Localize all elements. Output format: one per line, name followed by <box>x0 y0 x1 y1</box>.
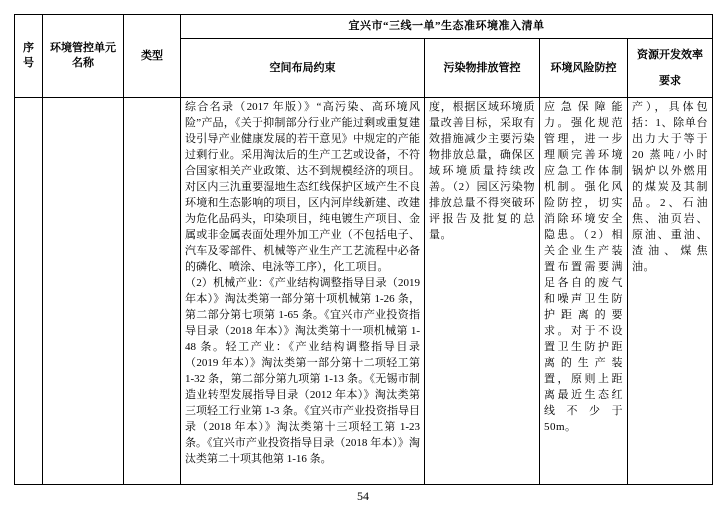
column-header-pollutant-control: 污染物排放管控 <box>425 39 540 98</box>
page-number: 54 <box>357 489 369 503</box>
column-header-serial: 序号 <box>15 15 43 98</box>
cell-unit-name <box>43 98 124 485</box>
table-row <box>15 98 713 485</box>
header-row-merged <box>15 15 713 39</box>
spatial-paragraph-1: 综合名录（2017 年版）》“高污染、高环境风险”产品，《关于抑制部分行业产能过剩或重复建设引导产业健康发展的若干意见》中规定的产能过剩行业。采用淘汰后的生产工艺或设备，不符合国家相关产业政策、达不到规模经济的项目。对区内三氿重要湿地生态红线保护区域产生不良环境和生态影响的项目，区内河岸线新建、改建为危化品码头，印染项目，纯电镀生产项目、金属或非金属表面处理外加工产业（不包括电子、汽车及零部件、机械等产业生产工艺流程中必备的磷化、喷涂、电泳等工序），化工项目。 <box>185 101 420 273</box>
cell-type <box>124 98 181 485</box>
column-header-risk-prevention: 环境风险防控 <box>540 39 628 98</box>
access-list-table <box>14 14 713 485</box>
cell-resource-efficiency: 产），具体包括：1、除单台出力大于等于 20 蒸吨/小时锅炉以外燃用的煤炭及其制品。2、石油焦、油页岩、原油、重油、渣油、煤焦油。 <box>628 98 713 485</box>
column-header-type: 类型 <box>124 15 181 98</box>
cell-spatial-layout <box>181 98 425 485</box>
table-title: 宜兴市“三线一单”生态准环境准入清单 <box>181 15 713 39</box>
spatial-paragraph-2: （2）机械产业：《产业结构调整指导目录（2019 年本）》淘汰类第一部分第十项机械第 1-26 条，第二部分第七项第 1-65 条。《宜兴市产业投资指导目录（2018 年本）》淘汰类第十一项机械第 1-48 条。轻工产业：《产业结构调整指导目录（2019 年本）》淘汰类第一部分第十二项轻工第 1-32 条，第二部分第九项第 1-13 条。《无锡市制造业转型发展指导目录（2012 年本）》淘汰类第三项轻工行业第 1-3 条。《宜兴市产业投资指导目录（2018 年本）》淘汰类第十三项轻工第 1-23 条。《宜兴市产业投资指导目录（2018 年本）》淘汰类第二十项其他第 1-16 条。 <box>185 277 420 465</box>
column-header-spatial-layout: 空间布局约束 <box>181 39 425 98</box>
column-header-unit-name: 环境管控单元名称 <box>43 15 124 98</box>
column-header-resource-efficiency: 资源开发效率要求 <box>628 39 713 98</box>
cell-serial <box>15 98 43 485</box>
cell-pollutant-control: 度，根据区域环境质量改善目标，采取有效措施减少主要污染物排放总量，确保区域环境质量持续改善。（2）园区污染物排放总量不得突破环评报告及批复的总量。 <box>425 98 540 485</box>
cell-risk-prevention: 应急保障能力。强化规范管理，进一步理顺完善环境应急工作体制机制。强化风险防控，切实消除环境安全隐患。（2）相关企业生产装置布置需要满足各自的废气和噪声卫生防护距离的要求。对于不设置卫生防护距离的生产装置，原则上距离最近生态红线不少于 50m。 <box>540 98 628 485</box>
